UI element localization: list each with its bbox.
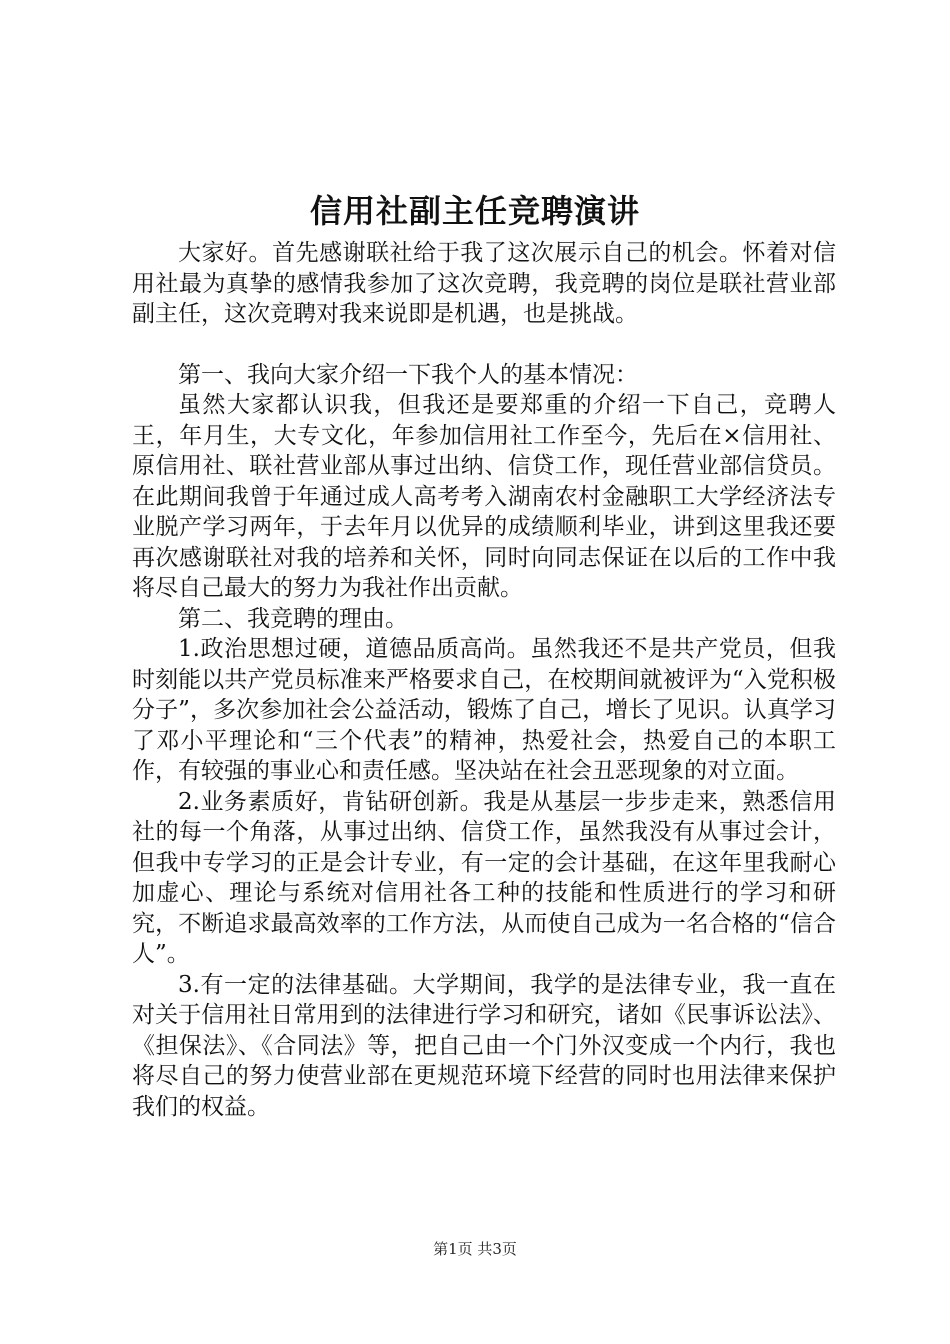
paragraph-personal-info: 虽然大家都认识我，但我还是要郑重的介绍一下自己，竞聘人王，年月生，大专文化，年参加信用社工作至今，先后在×信用社、原信用社、联社营业部从事过出纳、信贷工作，现任营业部信贷员。在此期间我曾于年通过成人高考考入湖南农村金融职工大学经济法专业脱产学习两年，于去年月以优异的成绩顺利毕业，讲到这里我还要再次感谢联社对我的培养和关怀，同时向同志保证在以后的工作中我将尽自己最大的努力为我社作出贡献。	[132, 392, 836, 601]
paragraph-reason-1: 1.政治思想过硬，道德品质高尚。虽然我还不是共产党员，但我时刻能以共产党员标准来严格要求自己，在校期间就被评为“入党积极分子”，多次参加社会公益活动，锻炼了自己，增长了见识。认真学习了邓小平理论和“三个代表”的精神，热爱社会，热爱自己的本职工作，有较强的事业心和责任感。坚决站在社会丑恶现象的对立面。	[132, 636, 836, 784]
paragraph-reason-2: 2.业务素质好，肯钻研创新。我是从基层一步步走来，熟悉信用社的每一个角落，从事过出纳、信贷工作，虽然我没有从事过会计，但我中专学习的正是会计专业，有一定的会计基础，在这年里我耐心加虚心、理论与系统对信用社各工种的技能和性质进行的学习和研究，不断追求最高效率的工作方法，从而使自己成为一名合格的“信合人”。	[132, 788, 836, 967]
paragraph-reason-3: 3.有一定的法律基础。大学期间，我学的是法律专业，我一直在对关于信用社日常用到的法律进行学习和研究，诸如《民事诉讼法》、《担保法》、《合同法》等，把自己由一个门外汉变成一个内行，我也将尽自己的努力使营业部在更规范环境下经营的同时也用法律来保护我们的权益。	[132, 971, 836, 1120]
paragraph-greeting: 大家好。首先感谢联社给于我了这次展示自己的机会。怀着对信用社最为真挚的感情我参加了这次竞聘，我竞聘的岗位是联社营业部副主任，这次竞聘对我来说即是机遇，也是挑战。	[132, 240, 836, 327]
paragraph-section-one-heading: 第一、我向大家介绍一下我个人的基本情况：	[178, 361, 638, 388]
document-title: 信用社副主任竞聘演讲	[309, 192, 640, 230]
document-body	[132, 238, 836, 1122]
paragraph-section-two-heading: 第二、我竞聘的理由。	[178, 605, 408, 632]
page-number-footer: 第1页 共3页	[433, 1240, 517, 1258]
